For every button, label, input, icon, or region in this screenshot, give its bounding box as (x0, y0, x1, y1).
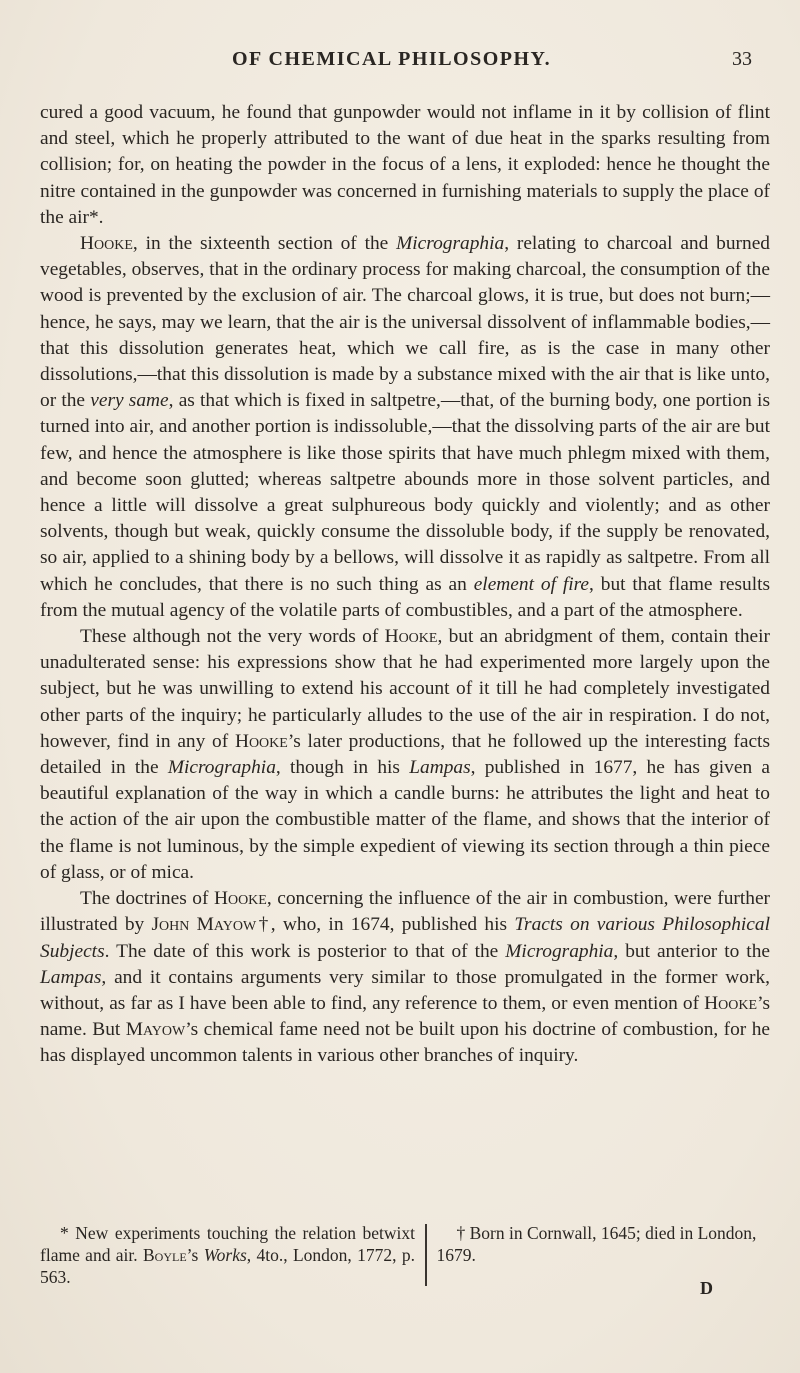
footnote-mayow (427, 1222, 771, 1288)
text-run: , concerning the influence of the air in combustion, were further illustrated by (40, 888, 771, 936)
text-run: ’s (186, 1245, 204, 1265)
text-run: , and it contains arguments very similar to those promulgated in the former work, without, as far as I have been able to find, any reference to them, or even mention of (40, 966, 770, 1014)
italic-run: Tracts on various Philosophical Subjects (40, 914, 770, 962)
text-run: †, who, in 1674, published his (256, 914, 515, 936)
text-run: The doctrines of (80, 888, 214, 910)
text-run: ’s name. But (40, 992, 770, 1041)
italic-run: Lampas (409, 757, 471, 779)
italic-run: Works (203, 1245, 247, 1265)
small-caps-run: Hooke (80, 233, 133, 255)
text-run: . The date of this work is posterior to that of the (104, 940, 506, 962)
paragraph (40, 231, 770, 624)
small-caps-run: Hooke (384, 626, 438, 648)
text-run: ’s later productions, that he followed up the interesting facts detailed in the (40, 730, 770, 779)
text-run: , relating to charcoal and burned vegetables, observes, that in the ordinary process for making charcoal, the consumption of the wood is prevented by the exclusion of air. The charcoal glows, it is true, but does not burn;—hence, he says, may we learn, that the air is the universal dissolvent of inflammable bodies,—that this dissolution generates heat, which we call fire, as is the case in many other dissolutions,—that this dissolution is made by a substance mixed with the air that is like unto, or the (40, 233, 770, 412)
text-run: , but anterior to the (613, 940, 770, 962)
text-run: , published in 1677, he has given a beautiful explanation of the way in which a candle burns: he attributes the light and heat to the action of the air upon the combustible matter of the flame, and shows that the interior of the flame is not luminous, by the simple expedient of viewing its section through a thin piece of glass, or of mica. (40, 757, 770, 883)
text-run: , though in his (275, 757, 410, 779)
paragraph (40, 100, 770, 231)
small-caps-run: Boyle (143, 1245, 187, 1265)
signature-mark: D (700, 1278, 713, 1298)
text-run: , but that flame results from the mutual agency of the volatile parts of combustibles, and a part of the atmosphere. (40, 573, 771, 621)
text-run: , but an abridgment of them, contain their unadulterated sense: his expressions show that he had experimented more largely upon the subject, but he was unwilling to extend his account of it till he had completely investigated other parts of the inquiry; he particularly alludes to the use of the air in respiration. I do not, however, find in any of (40, 626, 770, 752)
paragraph (40, 886, 770, 1069)
body-text (40, 100, 770, 1070)
running-head: OF CHEMICAL PHILOSOPHY. (232, 48, 552, 70)
footnote-boyle (40, 1222, 425, 1288)
footnotes (40, 1222, 770, 1288)
small-caps-run: John Mayow (151, 914, 257, 936)
italic-run: Micrographia (167, 757, 276, 779)
italic-run: Micrographia (505, 940, 614, 962)
small-caps-run: Hooke (704, 992, 758, 1014)
text-run: , in the sixteenth section of the (132, 233, 397, 255)
page-header (0, 48, 800, 78)
text-run: These although not the very words of (80, 626, 385, 648)
paragraph (40, 624, 770, 886)
italic-run: Micrographia (396, 233, 505, 255)
italic-run: very same (90, 390, 169, 412)
text-run: , 4to., London, 1772, p. 563. (40, 1245, 415, 1287)
text-run: ’s chemical fame need not be built upon his doctrine of combustion, for he has displayed uncommon talents in various other branches of inquiry. (40, 1019, 770, 1067)
text-run: cured a good vacuum, he found that gunpowder would not inflame in it by collision of flint and steel, which he properly attributed to the want of due heat in the sparks resulting from collision; for, on heating the powder in the focus of a lens, it exploded: hence he thought the nitre contained in the gunpowder was concerned in furnishing materials to supply the place of the air*. (40, 102, 770, 228)
text-run: , as that which is fixed in saltpetre,—that, of the burning body, one portion is turned into air, and another portion is indissoluble,—that the dissolving parts of the air are but few, and hence the atmosphere is like those spirits that have much phlegm mixed with them, and become soon glutted; whereas saltpetre abounds more in those solvent particles, and hence a little will dissolve a great sulphureous body quickly and violently; and as other solvents, though but weak, quickly consume the dissoluble body, if the supply be renovated, so air, applied to a shining body by a bellows, will dissolve it as rapidly as saltpetre. From all which he concludes, that there is no such thing as an (40, 390, 770, 595)
page-number: 33 (732, 48, 752, 70)
small-caps-run: Mayow (125, 1019, 186, 1041)
text-run: * New experiments touching the relation betwixt flame and air. (40, 1223, 415, 1265)
italic-run: element of fire (473, 573, 590, 595)
text-run: † Born in Cornwall, 1645; died in London, 1679. (436, 1223, 757, 1265)
small-caps-run: Hooke (213, 888, 267, 910)
small-caps-run: Hooke (234, 730, 288, 752)
italic-run: Lampas (40, 966, 102, 988)
